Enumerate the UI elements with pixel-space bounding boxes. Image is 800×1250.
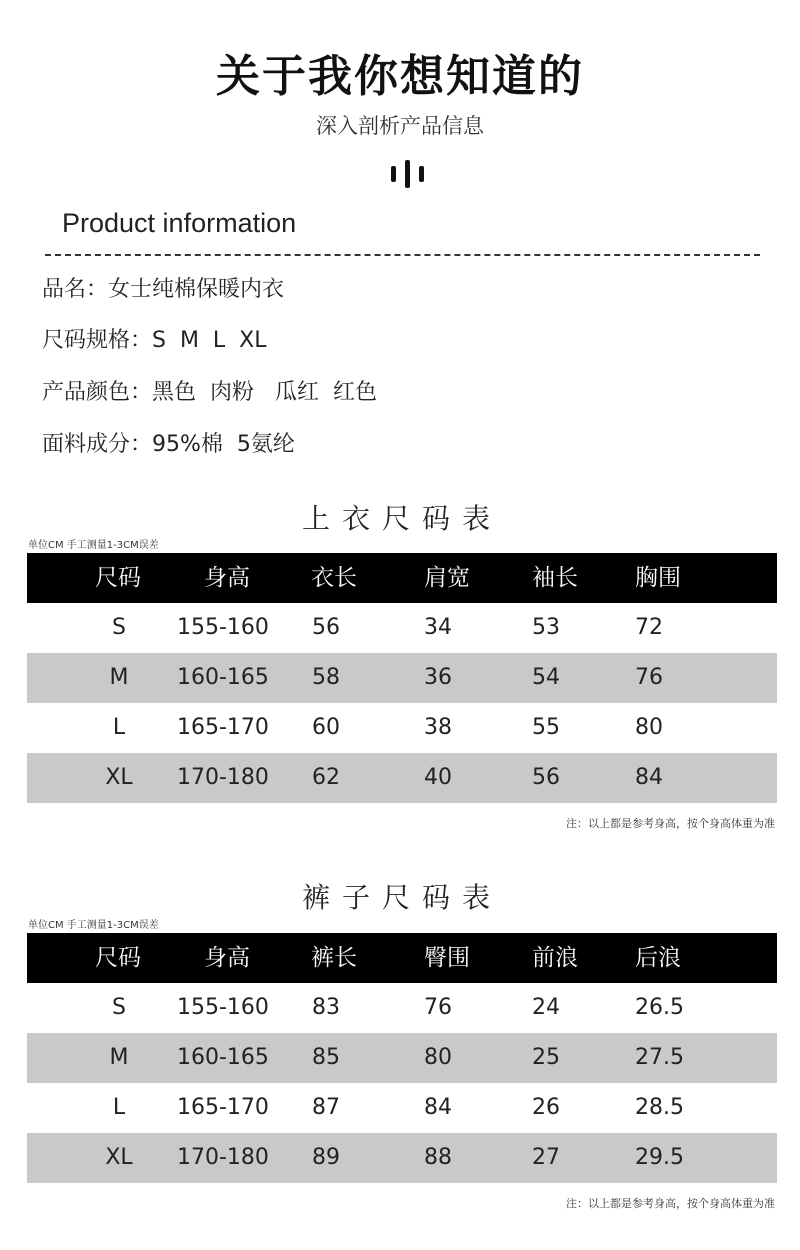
table-cell: 155-160	[177, 615, 269, 640]
table-cell: 84	[424, 1095, 452, 1120]
header-cell: 尺码	[95, 945, 141, 971]
table-cell: M	[109, 1045, 129, 1070]
header-cell: 前浪	[532, 945, 578, 971]
table-cell: 36	[424, 665, 452, 690]
header-cell: 臀围	[424, 945, 470, 971]
table-cell: 62	[312, 765, 340, 790]
table-cell: 34	[424, 615, 452, 640]
header-cell: 衣长	[311, 565, 357, 591]
table-cell: 27	[532, 1145, 560, 1170]
table-cell: 85	[312, 1045, 340, 1070]
header-cell: 袖长	[532, 565, 578, 591]
table-header-row	[27, 933, 777, 983]
header-cell: 胸围	[635, 565, 681, 591]
pants-table-unit-note: 单位CM 手工测量1-3CM误差	[28, 920, 159, 931]
header-cell: 身高	[204, 945, 250, 971]
table-cell: 160-165	[177, 665, 269, 690]
info-row-colors: 产品颜色：黑色 肉粉 瓜红 红色	[42, 380, 377, 405]
header-cell: 后浪	[635, 945, 681, 971]
table-row	[27, 653, 777, 703]
table-cell: 165-170	[177, 715, 269, 740]
table-cell: S	[112, 995, 126, 1020]
table-cell: 53	[532, 615, 560, 640]
table-cell: 55	[532, 715, 560, 740]
table-cell: 56	[312, 615, 340, 640]
table-cell: 76	[424, 995, 452, 1020]
pants-table-footnote: 注：以上都是参考身高，按个身高体重为准	[566, 1197, 775, 1210]
top-table-title: 上衣尺码表	[301, 502, 502, 535]
header-cell: 肩宽	[424, 565, 470, 591]
table-cell: 27.5	[635, 1045, 684, 1070]
table-cell: 80	[424, 1045, 452, 1070]
table-cell: 89	[312, 1145, 340, 1170]
table-cell: 80	[635, 715, 663, 740]
table-header-row	[27, 553, 777, 603]
table-cell: 24	[532, 995, 560, 1020]
header-cell: 尺码	[95, 565, 141, 591]
table-row	[27, 753, 777, 803]
page-title: 关于我你想知道的	[216, 51, 584, 102]
table-cell: L	[112, 715, 126, 740]
table-cell: 88	[424, 1145, 452, 1170]
table-cell: XL	[105, 765, 133, 790]
table-cell: 155-160	[177, 995, 269, 1020]
table-row	[27, 603, 777, 653]
table-cell: 170-180	[177, 1145, 269, 1170]
table-cell: 165-170	[177, 1095, 269, 1120]
top-size-table	[27, 553, 777, 803]
table-row	[27, 703, 777, 753]
info-row-name: 品名：女士纯棉保暖内衣	[42, 277, 285, 302]
table-cell: 76	[635, 665, 663, 690]
table-cell: 54	[532, 665, 560, 690]
table-cell: 29.5	[635, 1145, 684, 1170]
decorative-bars-icon	[388, 160, 428, 190]
table-cell: 38	[424, 715, 452, 740]
page-subtitle: 深入剖析产品信息	[316, 114, 484, 138]
table-cell: 28.5	[635, 1095, 684, 1120]
dashed-divider	[45, 254, 760, 256]
table-cell: M	[109, 665, 129, 690]
pants-size-table	[27, 933, 777, 1183]
table-cell: 26	[532, 1095, 560, 1120]
table-cell: 72	[635, 615, 663, 640]
pants-table-title: 裤子尺码表	[301, 881, 502, 914]
table-cell: 25	[532, 1045, 560, 1070]
table-cell: 84	[635, 765, 663, 790]
info-row-fabric: 面料成分：95%棉 5氨纶	[42, 432, 295, 457]
table-cell: S	[112, 615, 126, 640]
table-cell: 26.5	[635, 995, 684, 1020]
table-row	[27, 1133, 777, 1183]
header-cell: 裤长	[311, 945, 357, 971]
top-table-footnote: 注：以上都是参考身高，按个身高体重为准	[566, 817, 775, 830]
top-table-unit-note: 单位CM 手工测量1-3CM误差	[28, 540, 159, 551]
table-cell: 40	[424, 765, 452, 790]
table-cell: 58	[312, 665, 340, 690]
product-info-heading: Product information	[62, 208, 297, 238]
table-cell: XL	[105, 1145, 133, 1170]
table-row	[27, 1083, 777, 1133]
table-cell: 87	[312, 1095, 340, 1120]
table-row	[27, 983, 777, 1033]
table-cell: 83	[312, 995, 340, 1020]
table-row	[27, 1033, 777, 1083]
table-cell: 160-165	[177, 1045, 269, 1070]
table-cell: 56	[532, 765, 560, 790]
table-cell: L	[112, 1095, 126, 1120]
info-row-sizes: 尺码规格：S M L XL	[42, 328, 267, 353]
table-cell: 60	[312, 715, 340, 740]
header-cell: 身高	[204, 565, 250, 591]
table-cell: 170-180	[177, 765, 269, 790]
